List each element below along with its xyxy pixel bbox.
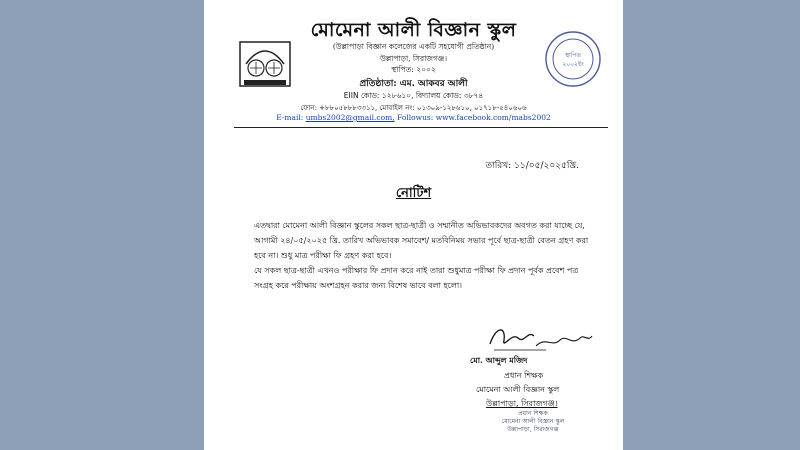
founder-line: প্রতিষ্ঠাতা: এম. আকবর আলী bbox=[359, 79, 468, 89]
seal-label: স্থাপিত bbox=[564, 52, 582, 59]
signatory-name: মো. আব্দুল মজিদ bbox=[470, 355, 528, 365]
signatory-school: মোমেনা আলী বিজ্ঞান স্কুল bbox=[476, 385, 560, 394]
follow-label: Followus: bbox=[397, 113, 434, 122]
stamp-line-3: উল্লাপাড়া, সিরাজগঞ্জ bbox=[507, 426, 559, 433]
address-line: উল্লাপাড়া, সিরাজগঞ্জ। bbox=[379, 54, 448, 63]
school-name: মোমেনা আলী বিজ্ঞান স্কুল bbox=[310, 19, 517, 41]
notice-body bbox=[254, 218, 594, 293]
notice-document bbox=[204, 0, 623, 450]
signatory-address: উল্লাপাড়া, সিরাজগঞ্জ। bbox=[486, 399, 558, 408]
phone-line: ফোন: +৮৮০৫৮৮৮৩৩১১, মোবাইল নং: ০১৩০৯-১২৮৬১০, ০১৭১৮-৫৪০৬০৬ bbox=[300, 104, 527, 112]
header-divider bbox=[234, 127, 608, 128]
contact-line bbox=[204, 113, 623, 122]
notice-date: তারিখ: ১১/০৫/২০২৫খ্রি. bbox=[485, 161, 579, 171]
website-link[interactable]: www.facebook.com/mabs2002 bbox=[435, 113, 551, 122]
stamp-line-2: মোমেনা আলী বিজ্ঞান স্কুল bbox=[501, 418, 565, 425]
notice-title bbox=[204, 184, 623, 205]
notice-title-text: নোটিশ bbox=[395, 186, 432, 201]
notice-paragraph-2: যে সকল ছাত্র-ছাত্রী এখনও পরীক্ষার ফি প্রদান করে নাই তারা শুধুমাত্র পরীক্ষা ফি প্রদান পূর্বক প্রবেশ পত্র সংগ্রহ করে পরীক্ষায় অংশগ্রহন করার জন্য বিশেষ ভাবে বলা হলো। bbox=[254, 266, 579, 290]
notice-paragraph-1: এতদ্বারা মোমেনা আলী বিজ্ঞান স্কুলের সকল ছাত্র-ছাত্রী ও সম্মানীত অভিভাবকদের অবগত করা যাচ্ছে যে, আগামী ২৪/০৫/২০২৫ খ্রি. তারিখ অভিভাবক সমাবেশ/ মতবিনিময় সভার পূর্বে ছাত্র-ছাত্রী বেতন গ্রহণ করা হবে না। শুধু মাত্র পরীক্ষা ফি গ্রহণ করা হবে। bbox=[254, 221, 589, 260]
signatory-title: প্রধান শিক্ষক bbox=[504, 371, 544, 380]
affiliation-line: (উল্লাপাড়া বিজ্ঞান কলেজের একটি সহযোগী প্রতিষ্ঠান) bbox=[332, 42, 495, 51]
handwritten-signature bbox=[486, 322, 594, 356]
email-label: E-mail: bbox=[276, 113, 304, 122]
official-stamp bbox=[488, 410, 578, 434]
established-line: স্থাপিত: ২০০২ bbox=[391, 65, 436, 74]
eiin-line: EIIN কোড: ১২৮৬১০, বিদ্যালয় কোড: ৩৮৭৪ bbox=[343, 91, 484, 100]
email-link[interactable]: umbs2002@gmail.com, bbox=[305, 113, 395, 122]
stamp-line-1: প্রধান শিক্ষক bbox=[518, 410, 548, 417]
seal-year: ২০০২ইং bbox=[562, 61, 584, 68]
